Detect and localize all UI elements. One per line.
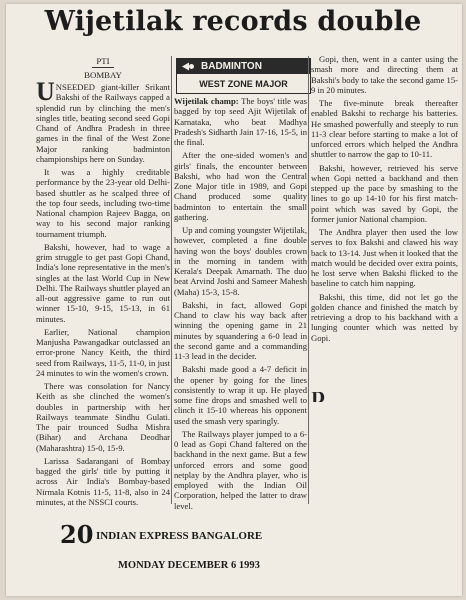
page-number: 20 bbox=[60, 520, 94, 549]
article-column-3 bbox=[311, 54, 458, 346]
column-divider bbox=[308, 56, 309, 504]
article-paragraph: Bakshi, in fact, allowed Gopi Chand to claw his way back after winning the opening game in 21 minutes by squandering a 6-0 lead in the second game and a commanding 11-3 lead in the decider. bbox=[174, 299, 307, 361]
column-divider bbox=[171, 56, 172, 504]
article-paragraph: Bakshi, however, retrieved his serve when Gopi netted a backhand and then stepped up the pace by smashing to the lines to go up 14-10 for his first match-point which was saved by Gopi, the former junior National champion. bbox=[311, 162, 458, 224]
subhead-paragraph bbox=[174, 96, 307, 147]
byline-rule bbox=[92, 67, 114, 68]
article-paragraph: Earlier, National champion Manjusha Pawangadkar outclassed an error-prone Nancy Keith, the third seed from Railways, 11-5, 11-0, in just 24 minutes to win the women's crown. bbox=[36, 326, 170, 378]
article-paragraph: Bakshi made good a 4-7 deficit in the opener by going for the lines consistently to wrap it up. He played some fine drops and smashed well to clinch it 15-10 whereas his opponent used the smash very sparingly. bbox=[174, 364, 307, 426]
article-paragraph: The Railways player jumped to a 6-0 lead as Gopi Chand faltered on the backhand in the next game. But a few unforced errors and some good netplay by the Andhra player, who is employed with the Indian Oil Corporation, helped the latter to draw level. bbox=[174, 428, 307, 511]
article-paragraph: Bakshi, however, had to wage a grim struggle to get past Gopi Chand, India's lone representative in the men's singles at the last World Cup in New Delhi. The Railways shuttler played an all-out aggressive game to run out winner 15-10, 9-15, 15-13, in 61 minutes. bbox=[36, 241, 170, 324]
article-paragraph: Up and coming youngster Wijetilak, however, completed a fine double having won the boys' doubles crown in the morning in tandem with Kerala's Deepak Amarnath. The duo beat Arvind Joshi and Sameer Mahesh (Maha) 15-3, 15-8. bbox=[174, 225, 307, 297]
article-paragraph: Bakshi, this time, did not let go the golden chance and finished the match by retrieving a drop to his backhand with a lunging counter which was netted by Gopi. bbox=[311, 291, 458, 343]
publication-date: MONDAY DECEMBER 6 1993 bbox=[118, 560, 260, 571]
article-column-2 bbox=[174, 96, 307, 514]
page-footer bbox=[60, 520, 300, 582]
paper-name: INDIAN EXPRESS BANGALORE bbox=[96, 530, 263, 542]
article-paragraph: Larissa Sadarangani of Bombay bagged the girls' title by putting it across Air India's Bombay-based Nirmala Kotnis 11-5, 11-8, also in 24 minutes, at the NSSCI courts. bbox=[36, 455, 170, 507]
article-paragraph: After the one-sided women's and girls' finals, the encounter between Bakshi, who had won the Central Zone Major title in 1989, and Gopi Chand produced some quality badminton to entertain the small gathering. bbox=[174, 150, 307, 222]
drop-cap: U bbox=[36, 77, 55, 106]
shuttlecock-icon bbox=[181, 61, 195, 72]
article-paragraph: It was a highly creditable performance by the 23-year old Delhi-based shuttler as he scalped three of the top four seeds, including two-time National champion Rajeev Bagga, on way to his second major ranking tournament triumph. bbox=[36, 167, 170, 239]
article-paragraph: There was consolation for Nancy Keith as she clinched the women's doubles in partnership with her Railways teammate Sindhu Gulati. The pair trounced Sudha Mishra (Bihar) and Archana Deodhar (Maharashtra) 15-0, 15-9. bbox=[36, 381, 170, 453]
subhead-text: The boys' title was bagged by top seed Ajit Wijetilak of Karnataka, who beat Madhya Pradesh's Sidharth Jain 17-16, 15-5, in the final. bbox=[174, 96, 308, 147]
article-paragraph: The Andhra player then used the low serves to fox Bakshi and clawed his way back to 13-14. Just when it looked that the match would be decided over extra points, he lost serve when Bakshi flicked to the baseline to catch him napping. bbox=[311, 227, 458, 289]
kicker-subtitle: WEST ZONE MAJOR bbox=[199, 79, 288, 89]
headline: Wijetilak records double bbox=[44, 6, 422, 37]
section-kicker bbox=[176, 58, 311, 94]
next-headline-fragment: D bbox=[311, 392, 325, 402]
article-paragraph: The five-minute break thereafter enabled Bakshi to recharge his batteries. He smashed powerfully and steeply to run 11-3 clear before starting to make a lot of unforced errors which helped the Andhra shuttler to narrow the gap to 10-11. bbox=[311, 98, 458, 160]
subhead: Wijetilak champ: bbox=[174, 96, 239, 106]
lead-paragraph bbox=[36, 77, 170, 164]
article-column-1 bbox=[36, 77, 170, 510]
kicker-category-bar bbox=[177, 59, 310, 74]
article-paragraph: Gopi, then, went in a canter using the smash more and directing them at Bakshi's body to take the second game 15-9 in 20 minutes. bbox=[311, 54, 458, 95]
byline-agency: PTI bbox=[96, 56, 110, 66]
lead-text: NSEEDED giant-killer Srikant Bakshi of the Railways capped a splendid run by clinching the men's singles title, beating second seed Gopi Chand of Andhra Pradesh in three games in the final of the West Zone Major ranking badminton championships here on Sunday. bbox=[36, 82, 170, 164]
dateline: BOMBAY bbox=[84, 70, 122, 80]
kicker-category: BADMINTON bbox=[201, 61, 262, 72]
